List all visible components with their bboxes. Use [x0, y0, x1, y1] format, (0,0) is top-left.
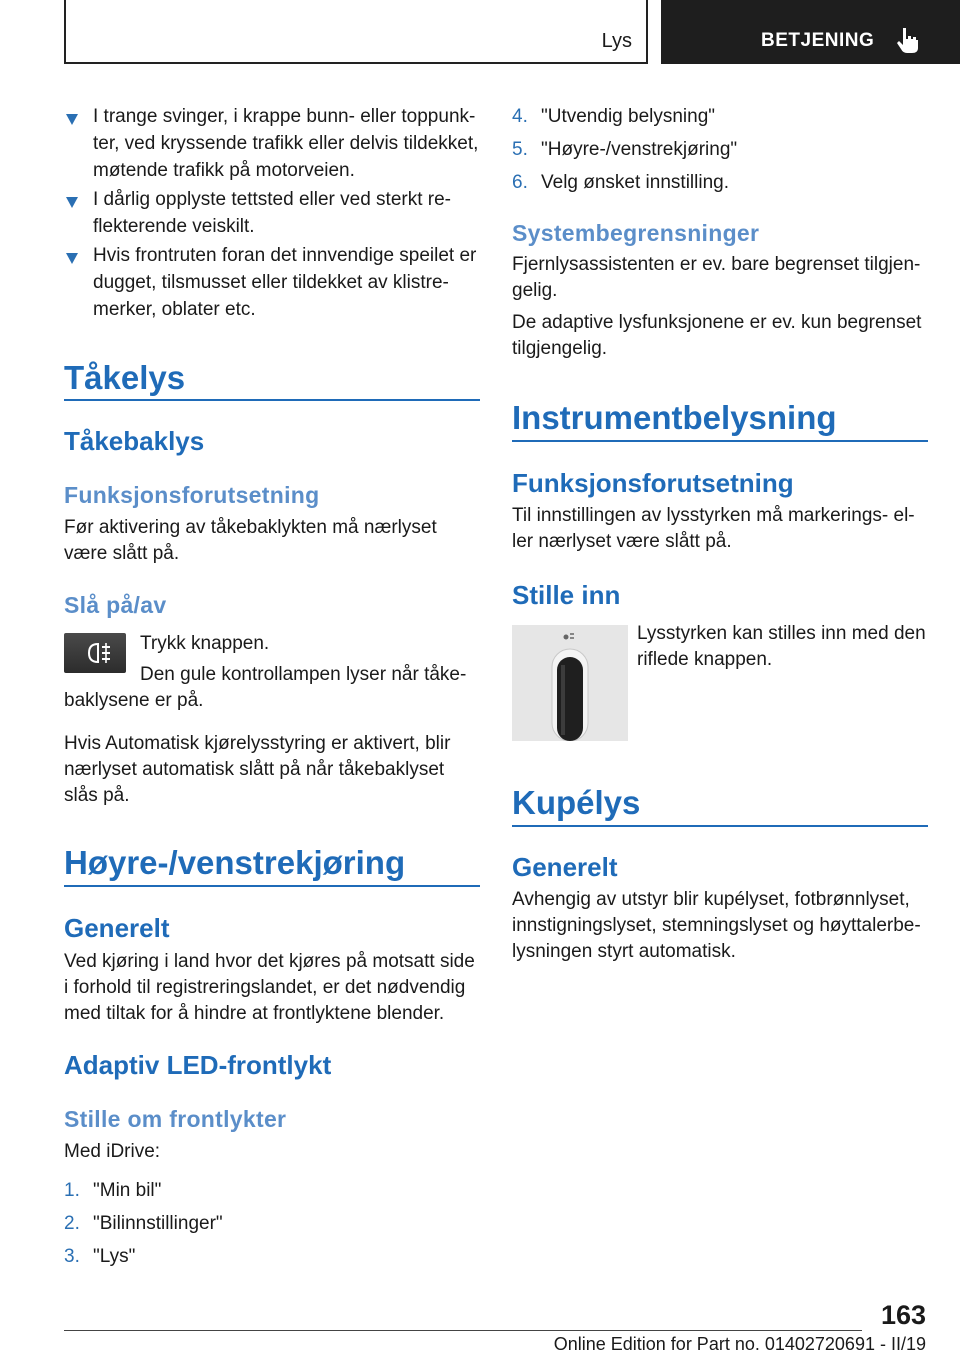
press-button-text: Trykk knappen.	[140, 633, 270, 654]
prerequisite-text: Til innstillingen av lysstyrken må markerings- el-ler nærlyset være slått på.	[512, 505, 915, 552]
step-text: Velg ønsket innstilling.	[541, 172, 729, 193]
heading-fog-lights: Tåkelys	[64, 359, 186, 396]
adjust-text: Lysstyrken kan stilles inn med den riflede knappen.	[637, 623, 926, 670]
list-item	[64, 1177, 480, 1204]
heading-cabin-lights: Kupélys	[512, 784, 641, 821]
step-text: "Min bil"	[93, 1180, 162, 1201]
step-text: "Utvendig belysning"	[541, 106, 716, 127]
list-item	[64, 103, 480, 184]
step-text: "Bilinnstillinger"	[93, 1213, 223, 1234]
cabin-general-text: Avhengig av utstyr blir kupélyset, fotbrønnlyset, innstigningslyset, stemningslyset og høyttalerbe-lysningen styrt automatisk.	[512, 889, 921, 962]
list-item	[512, 103, 928, 130]
brightness-knob-image	[512, 625, 628, 741]
heading-rule	[512, 825, 928, 827]
list-item	[64, 242, 480, 323]
footer-rule	[64, 1330, 862, 1331]
list-item	[512, 169, 928, 196]
step-number: 2.	[64, 1213, 80, 1234]
limits-text: Fjernlysassistenten er ev. bare begrenset tilgjen-gelig.	[512, 254, 921, 301]
step-number: 1.	[64, 1180, 80, 1201]
step-text: "Høyre-/venstrekjøring"	[541, 139, 738, 160]
list-item	[512, 136, 928, 163]
idrive-text: Med iDrive:	[64, 1141, 161, 1162]
step-number: 3.	[64, 1246, 80, 1267]
heading-rule	[64, 885, 480, 887]
step-number: 6.	[512, 172, 528, 193]
triangle-bullet-icon	[66, 253, 78, 264]
heading-rule	[64, 399, 480, 401]
limits-text: De adaptive lysfunksjonene er ev. kun begrenset tilgjengelig.	[512, 312, 922, 359]
step-text: "Lys"	[93, 1246, 136, 1267]
header-left-panel	[64, 0, 648, 64]
indicator-lamp-text: Den gule kontrollampen lyser når tåke-baklysene er på.	[64, 664, 467, 711]
heading-prerequisite: Funksjonsforutsetning	[64, 482, 320, 508]
step-number: 5.	[512, 139, 528, 160]
heading-adjust: Stille inn	[512, 580, 621, 610]
heading-lhd-rhd: Høyre-/venstrekjøring	[64, 844, 406, 881]
heading-general: Generelt	[64, 913, 170, 943]
prerequisite-text: Før aktivering av tåkebaklykten må nærlyset være slått på.	[64, 517, 437, 564]
heading-general: Generelt	[512, 852, 618, 882]
triangle-bullet-icon	[66, 197, 78, 208]
heading-rear-fog: Tåkebaklys	[64, 426, 205, 456]
general-text: Ved kjøring i land hvor det kjøres på motsatt side i forhold til registreringslandet, er det nødvendig med tiltak for å hindre at frontlyktene blender.	[64, 951, 475, 1024]
triangle-bullet-icon	[66, 114, 78, 125]
heading-adjust-headlights: Stille om frontlykter	[64, 1106, 287, 1132]
list-item	[64, 1243, 480, 1270]
heading-adaptive-led: Adaptiv LED-frontlykt	[64, 1050, 332, 1080]
heading-system-limits: Systembegrensninger	[512, 220, 760, 246]
heading-rule	[512, 440, 928, 442]
list-item	[64, 186, 480, 240]
heading-instrument-lighting: Instrumentbelysning	[512, 399, 837, 436]
bullet-text: I dårlig opplyste tettsted eller ved sterkt re-flekterende veiskilt.	[93, 189, 451, 237]
list-item	[64, 1210, 480, 1237]
thumbwheel-icon	[512, 625, 628, 741]
header-chapter-tab	[661, 0, 960, 64]
section-title: Lys	[601, 30, 632, 52]
edition-text: Online Edition for Part no. 01402720691 - II/19	[553, 1334, 926, 1354]
chapter-title: BETJENING	[761, 30, 875, 51]
bullet-text: I trange svinger, i krappe bunn- eller toppunk-ter, ved kryssende trafikk eller delvis tildekket, møtende trafikk på motorveien.	[93, 106, 479, 181]
heading-prerequisite: Funksjonsforutsetning	[512, 468, 794, 498]
bullet-text: Hvis frontruten foran det innvendige speilet er dugget, tilsmusset eller tildekket av klistre-merker, oblater etc.	[93, 245, 477, 320]
auto-headlight-text: Hvis Automatisk kjørelysstyring er aktivert, blir nærlyset automatisk slått på når tåkebaklyset slås på.	[64, 733, 451, 806]
heading-on-off: Slå på/av	[64, 592, 167, 618]
pointing-hand-icon	[895, 26, 921, 54]
step-number: 4.	[512, 106, 528, 127]
page-number: 163	[880, 1300, 926, 1330]
